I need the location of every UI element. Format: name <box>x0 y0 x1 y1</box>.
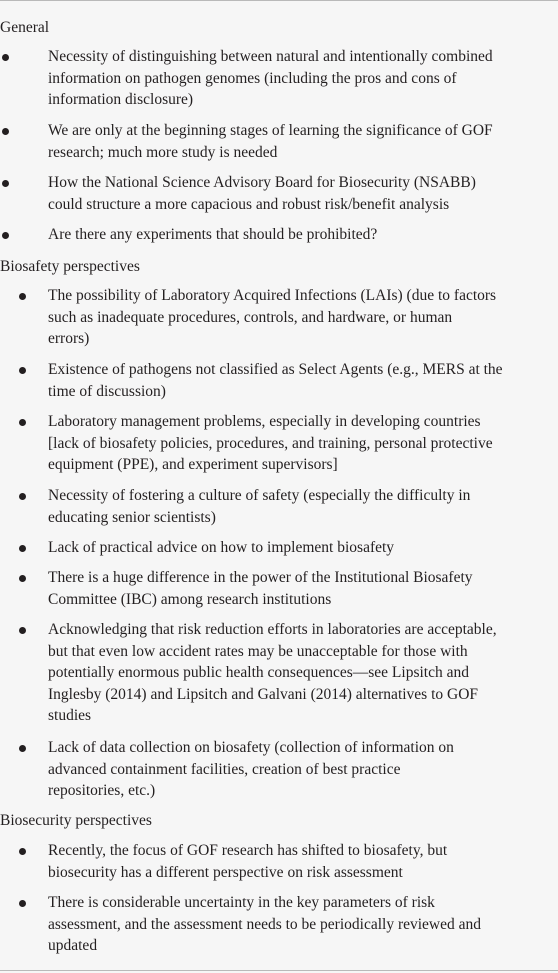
section-heading-biosafety: Biosafety perspectives <box>0 258 140 275</box>
text-line: Necessity of distinguishing between natural and intentionally combined <box>48 48 493 65</box>
text-line: There is a huge difference in the power of the Institutional Biosafety <box>48 569 473 586</box>
text-line: repositories, etc.) <box>48 782 156 799</box>
text-line: educating senior scientists) <box>48 508 216 526</box>
item-text <box>48 172 540 215</box>
text-line: We are only at the beginning stages of learning the significance of GOF <box>48 122 493 139</box>
item-text <box>48 224 540 246</box>
text-line: The possibility of Laboratory Acquired Infections (LAIs) (due to factors <box>48 287 497 304</box>
text-line: [lack of biosafety policies, procedures, and training, personal protective <box>48 434 493 452</box>
bullet-icon <box>19 293 26 300</box>
text-line: equipment (PPE), and experiment supervisors] <box>48 456 338 473</box>
text-line: assessment, and the assessment needs to be periodically reviewed and <box>48 915 482 933</box>
section-heading-general: General <box>0 19 50 36</box>
bottom-rule <box>0 970 558 971</box>
item-text <box>48 359 540 402</box>
bullet-icon <box>2 54 9 61</box>
bullet-icon <box>2 128 9 135</box>
text-line: information disclosure) <box>48 91 194 108</box>
bullet-icon <box>19 493 26 500</box>
bullet-icon <box>19 575 26 582</box>
bullet-icon <box>19 627 26 634</box>
bullet-icon <box>2 232 9 239</box>
text-line: time of discussion) <box>48 382 166 400</box>
text-line: such as inadequate procedures, controls, and hardware, or human <box>48 308 453 326</box>
text-line: Laboratory management problems, especially in developing countries <box>48 413 481 430</box>
top-rule <box>0 0 558 1</box>
item-text <box>48 485 540 528</box>
text-line: potentially enormous public health consequences—see Lipsitch and <box>48 664 469 681</box>
text-line: could structure a more capacious and robust risk/benefit analysis <box>48 195 450 213</box>
item-text <box>48 285 540 350</box>
item-text <box>48 537 540 559</box>
item-text <box>48 411 540 476</box>
bullet-icon <box>19 745 26 752</box>
text-line: Committee (IBC) among research institutions <box>48 590 332 608</box>
bullet-icon <box>2 180 9 187</box>
item-text <box>48 567 540 610</box>
text-line: Necessity of fostering a culture of safety (especially the difficulty in <box>48 487 471 504</box>
text-line: Are there any experiments that should be prohibited? <box>48 226 378 243</box>
text-line: information on pathogen genomes (including the pros and cons of <box>48 69 457 87</box>
text-line: biosecurity has a different perspective on risk assessment <box>48 863 403 881</box>
text-line: studies <box>48 707 92 724</box>
text-line: Acknowledging that risk reduction efforts in laboratories are acceptable, <box>48 621 497 638</box>
text-line: research; much more study is needed <box>48 143 278 161</box>
item-text <box>48 840 540 883</box>
bullet-icon <box>19 367 26 374</box>
bullet-icon <box>19 419 26 426</box>
section-heading-biosecurity: Biosecurity perspectives <box>0 812 152 829</box>
text-line: updated <box>48 937 98 954</box>
text-line: but that even low accident rates may be unacceptable for those with <box>48 642 468 660</box>
item-text <box>48 46 540 111</box>
bullet-icon <box>19 848 26 855</box>
text-line: Recently, the focus of GOF research has shifted to biosafety, but <box>48 842 448 859</box>
item-text <box>48 892 540 957</box>
text-line: Inglesby (2014) and Lipsitch and Galvani (2014) alternatives to GOF <box>48 685 479 703</box>
bullet-icon <box>19 900 26 907</box>
text-line: Lack of practical advice on how to implement biosafety <box>48 539 395 556</box>
item-text <box>48 737 540 802</box>
text-line: How the National Science Advisory Board for Biosecurity (NSABB) <box>48 174 476 191</box>
text-line: Existence of pathogens not classified as Select Agents (e.g., MERS at the <box>48 361 503 378</box>
text-line: errors) <box>48 330 90 347</box>
item-text <box>48 120 540 163</box>
text-line: advanced containment facilities, creation of best practice <box>48 760 401 778</box>
item-text <box>48 619 540 727</box>
text-line: There is considerable uncertainty in the key parameters of risk <box>48 894 435 911</box>
bullet-icon <box>19 545 26 552</box>
text-line: Lack of data collection on biosafety (collection of information on <box>48 739 454 756</box>
